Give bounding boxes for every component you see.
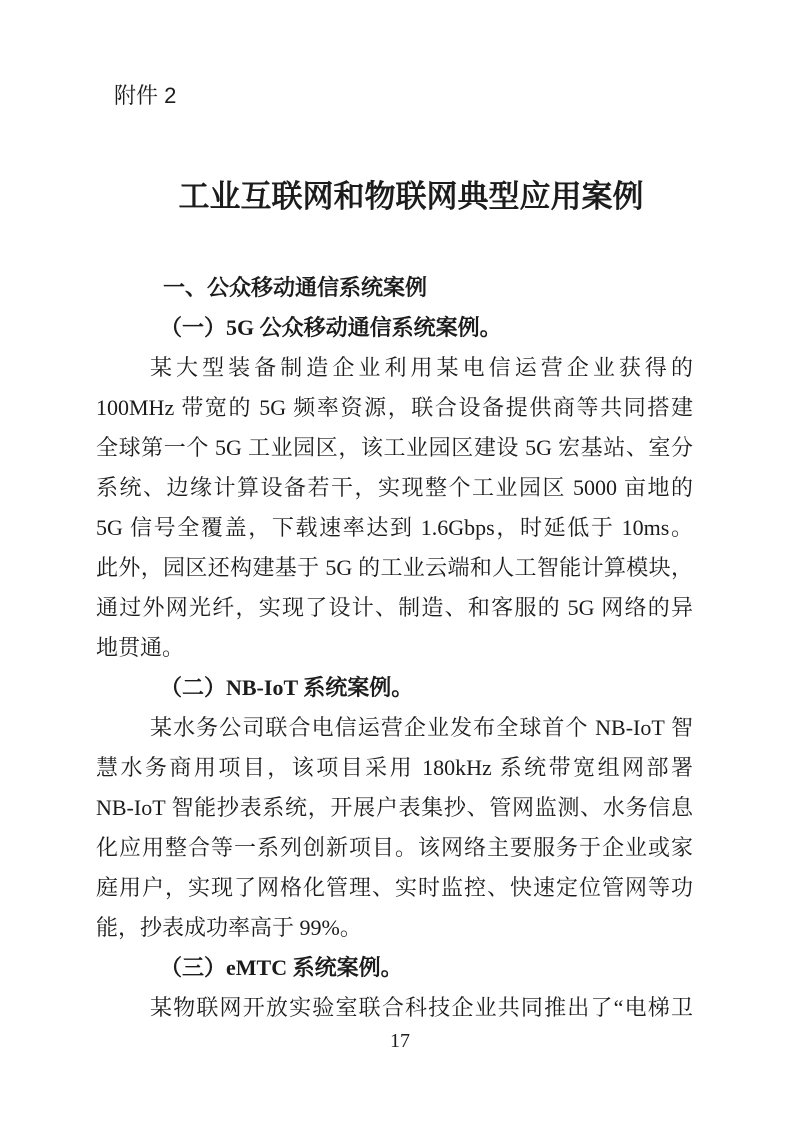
text-line: 通过外网光纤，实现了设计、制造、和客服的 5G 网络的异 [96, 595, 693, 620]
sub-heading-emtc: （三）eMTC 系统案例。 [160, 955, 403, 980]
text-line: 化应用整合等一系列创新项目。该网络主要服务于企业或家 [96, 835, 693, 860]
sub-heading-nbiot: （二）NB-IoT 系统案例。 [160, 675, 414, 700]
text-line: 系统、边缘计算设备若干，实现整个工业园区 5000 亩地的 [96, 475, 693, 500]
text-line: 100MHz 带宽的 5G 频率资源，联合设备提供商等共同搭建 [96, 395, 693, 420]
text-line: 某大型装备制造企业利用某电信运营企业获得的 [150, 355, 693, 380]
section-heading-1: 一、公众移动通信系统案例 [163, 275, 428, 300]
text-line: 某物联网开放实验室联合科技企业共同推出了“电梯卫 [150, 995, 693, 1020]
text-line: 慧水务商用项目，该项目采用 180kHz 系统带宽组网部署 [96, 755, 693, 780]
text-line: 全球第一个 5G 工业园区，该工业园区建设 5G 宏基站、室分 [96, 435, 693, 460]
page-number: 17 [390, 1030, 410, 1052]
text-line: 此外，园区还构建基于 5G 的工业云端和人工智能计算模块， [96, 555, 693, 580]
sub-heading-5g: （一）5G 公众移动通信系统案例。 [160, 315, 502, 340]
text-line: 5G 信号全覆盖，下载速率达到 1.6Gbps，时延低于 10ms。 [96, 515, 693, 540]
document-title: 工业互联网和物联网典型应用案例 [178, 179, 644, 214]
text-line: 地贯通。 [96, 635, 185, 660]
document-body [96, 268, 693, 1028]
attachment-label: 附件 2 [114, 83, 177, 108]
text-line: 庭用户，实现了网格化管理、实时监控、快速定位管网等功 [96, 875, 693, 900]
text-line: NB-IoT 智能抄表系统，开展户表集抄、管网监测、水务信息 [96, 795, 693, 820]
text-line: 能，抄表成功率高于 99%。 [96, 915, 362, 940]
text-line: 某水务公司联合电信运营企业发布全球首个 NB-IoT 智 [150, 715, 693, 740]
